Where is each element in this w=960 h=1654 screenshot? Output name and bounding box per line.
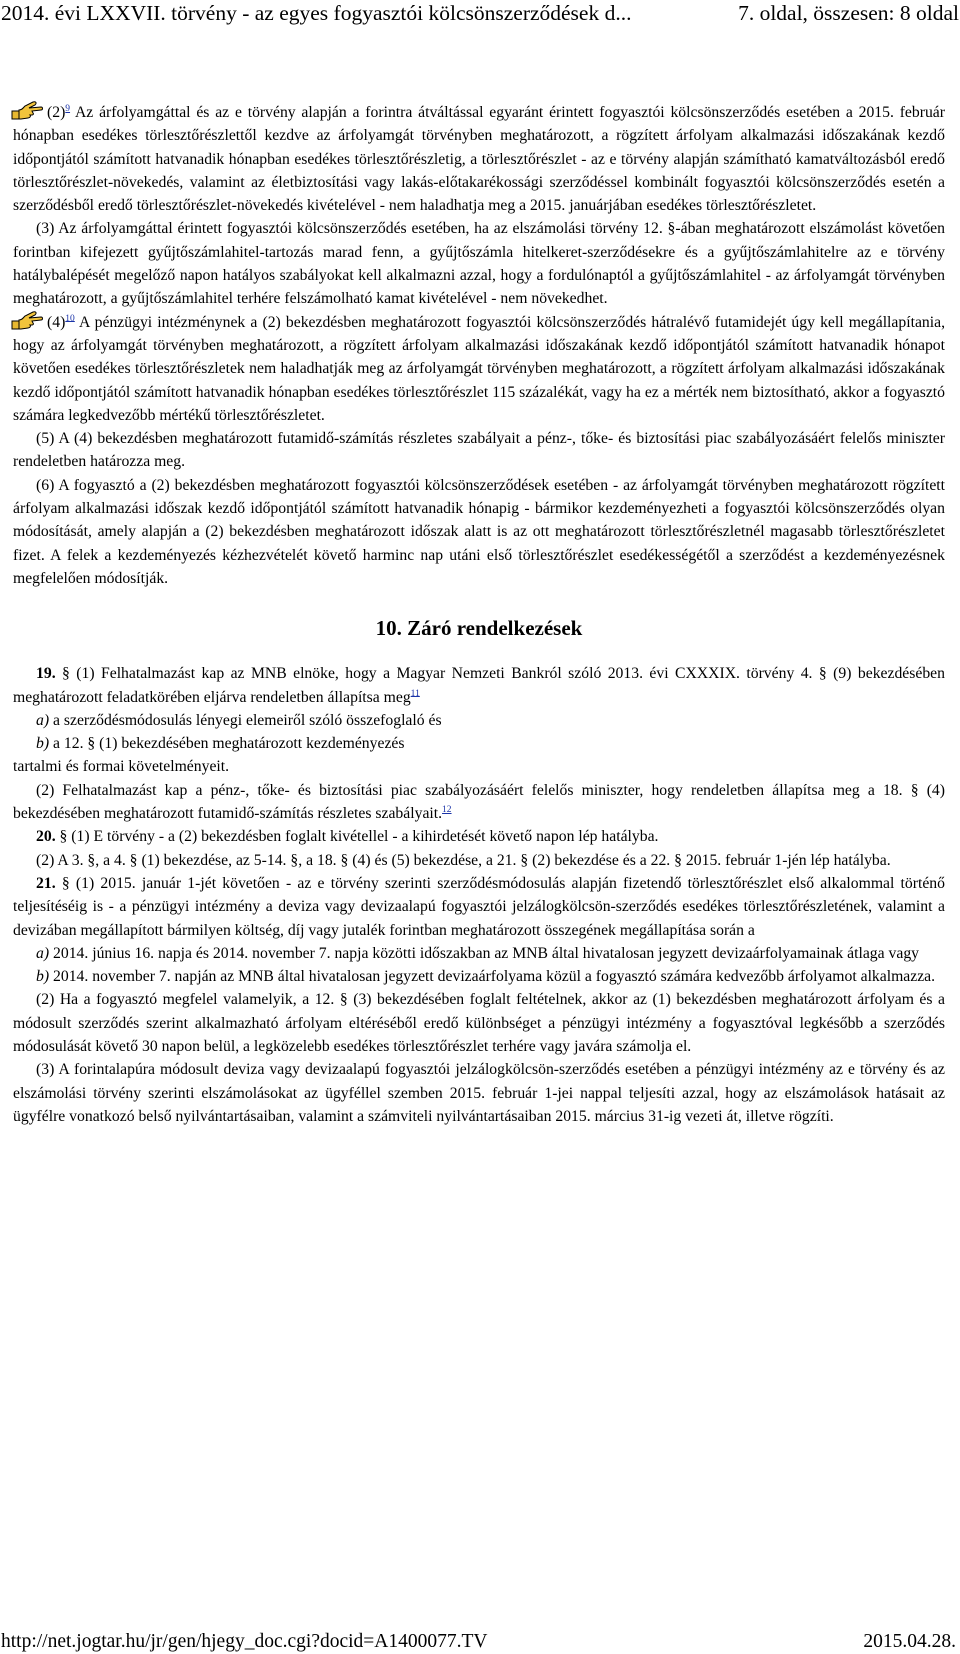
pointing-hand-icon[interactable] (11, 311, 44, 331)
paragraph-2 (13, 101, 945, 217)
paragraph-4 (13, 311, 945, 427)
section-21-paragraph-3: (3) A forintalapúra módosult deviza vagy devizaalapú fogyasztói jelzálogkölcsön-szerződés esetében a pénzügyi intézmény az e törvény és az elszámolási törvény szerinti elszámolásokat az ügyféllel szemben 2015. február 1-jei nappal teljesíti azzal, hogy az elszámolások hatásait az ügyfélre vonatkozó belső nyilvántartásaiban, valamint a számviteli nyilvántartásaiban 2015. március 31-ig vezeti át, illetve rögzíti. (13, 1061, 945, 1125)
section-heading: 10. Záró rendelkezések (375, 616, 583, 641)
section-21-number: 21. (36, 874, 56, 892)
section-19-text: § (1) Felhatalmazást kap az MNB elnöke, hogy a Magyar Nemzeti Bankról szóló 2013. évi CXXXIX. törvény 4. § (9) bekezdésében meghatározott feladatkörében eljárva rendeletben állapítsa meg (13, 665, 945, 706)
header-page-info: 7. oldal, összesen: 8 oldal (738, 1, 959, 25)
point-a-label: a) (36, 711, 50, 729)
pointing-hand-icon[interactable] (11, 101, 44, 121)
section-19-paragraph-2 (13, 779, 945, 826)
paragraph-4-number: (4) (47, 313, 66, 331)
section-21-point-b (13, 965, 945, 988)
point-a-text: 2014. június 16. napja és 2014. november 7. napja közötti időszakban az MNB által hivatalosan jegyzett devizaárfolyamainak átlaga vagy (49, 944, 920, 962)
section-20-paragraph-2: (2) A 3. §, a 4. § (1) bekezdése, az 5-14. §, a 18. § (4) és (5) bekezdése, a 21. § (2) bekezdése és a 22. § 2015. február 1-jén lép hatályba. (36, 851, 891, 869)
page-footer (0, 1630, 960, 1654)
section-19-paragraph-2-text: (2) Felhatalmazást kap a pénz-, tőke- és biztosítási piac szabályozásáért felelős miniszter, hogy rendeletben állapítsa meg a 18. § (4) bekezdésében meghatározott futamidő-számítás részletes szabályait. (13, 781, 945, 823)
footnote-link-11[interactable]: 11 (410, 688, 420, 699)
section-20-text: § (1) E törvény - a (2) bekezdésben foglalt kivétellel - a kihirdetését követő napon lép hatályba. (55, 828, 659, 846)
point-b-text: a 12. § (1) bekezdésében meghatározott kezdeményezés (49, 735, 405, 753)
section-19-point-b (13, 732, 945, 755)
section-19-paragraph-1 (13, 662, 945, 709)
footnote-link-12[interactable]: 12 (442, 804, 452, 815)
section-21-text: § (1) 2015. január 1-jét követően - az e törvény szerinti szerződésmódosulás alapján fizetendő törlesztőrészlet első alkalommal történő teljesítéséig is - a pénzügyi intézmény a deviza vagy devizaalapú fogyasztói jelzálogkölcsön-szerződés esedékes törlesztőrészletének, valamint a devizában megállapított bármilyen költség, díj vagy jutalék forintban meghatározott összegének megállapítása során a (13, 874, 945, 939)
footer-url[interactable]: http://net.jogtar.hu/jr/gen/hjegy_doc.cgi?docid=A1400077.TV (1, 1631, 488, 1652)
document-body (13, 101, 945, 1128)
page-header (0, 0, 960, 34)
point-b-label: b) (36, 968, 50, 986)
point-a-label: a) (36, 944, 50, 962)
footer-date: 2015.04.28. (863, 1631, 956, 1652)
point-a-text: a szerződésmódosulás lényegi elemeiről szóló összefoglaló és (49, 711, 442, 729)
point-b-label: b) (36, 735, 50, 753)
section-19-tail: tartalmi és formai követelményeit. (13, 758, 230, 776)
paragraph-2-text: Az árfolyamgáttal és az e törvény alapján a forintra átváltással egyaránt érintett fogyasztói kölcsönszerződés esetében a 2015. február hónapban esedékes törlesztőrészlettől kezdve az árfolyamgát törvényben meghatározott, a rögzített árfolyam alkalmazási időszakának kezdő időpontjától számított hatvanadik hónapban esedékes törlesztőrészletig, a törlesztőrészlet - az e törvény alapján számítható kamatváltozásból eredő törlesztőrészlet-növekedés, valamint az életbiztosítási vagy lakás-előtakarékossági szerződéssel kombinált fogyasztói kölcsönszerződés esetén a szerződésből eredő törlesztőrészlet-növekedés kivételével - nem haladhatja meg a 2015. januárjában esedékes törlesztőrészletet. (13, 104, 945, 215)
footnote-link-10[interactable]: 10 (65, 313, 75, 324)
section-21-paragraph-1 (13, 872, 945, 942)
paragraph-5: (5) A (4) bekezdésben meghatározott futamidő-számítás részletes szabályait a pénz-, tőke- és biztosítási piac szabályozásáért felelős miniszter rendeletben határozza meg. (13, 430, 945, 471)
point-b-text: 2014. november 7. napján az MNB által hivatalosan jegyzett devizaárfolyama közül a fogyasztó számára kedvezőbb árfolyamot alkalmazza. (49, 968, 936, 986)
paragraph-4-text: A pénzügyi intézménynek a (2) bekezdésben meghatározott fogyasztói kölcsönszerződés hátralévő futamidejét úgy kell megállapítania, hogy az árfolyamgát törvényben meghatározott, a rögzített árfolyam alkalmazási időszakának kezdő időpontjától számított hatvanadik hónapot követően esedékes törlesztőrészletek nem haladhatják meg az árfolyamgát törvényben meghatározott, a rögzített árfolyam alkalmazási időszakának kezdő időpontjától számított hatvanadik hónapban esedékes törlesztőrészlet 115 százalékát, vagy ha ez a mérték nem biztosítható, akkor a fogyasztó számára legkedvezőbb mértékű törlesztőrészletet. (13, 313, 945, 424)
footnote-link-9[interactable]: 9 (65, 103, 71, 114)
section-20-paragraph-1 (13, 825, 945, 848)
paragraph-3: (3) Az árfolyamgáttal érintett fogyasztói kölcsönszerződés esetében, ha az elszámolási törvény 12. §-ában meghatározott elszámolást követően forintban kifejezett gyűjtőszámlahitel-tartozás marad fenn, a gyűjtőszámla hitelkeret-szerződésekre és a gyűjtőszámlahitelre az e törvény hatálybalépését megelőző napon hatályos szabályokat kell alkalmazni azzal, hogy a fordulónaptól a gyűjtőszámlahitel - az árfolyamgát törvényben meghatározott, a gyűjtőszámlahitel terhére felszámolható kamat kivételével - nem növekedhet. (13, 220, 945, 308)
section-19-point-a (13, 709, 945, 732)
section-21-point-a (13, 942, 945, 965)
section-21-paragraph-2: (2) Ha a fogyasztó megfelel valamelyik, a 12. § (3) bekezdésében foglalt feltételnek, akkor az (1) bekezdésben meghatározott árfolyam és a módosult szerződés szerint alkalmazható árfolyam eltéréséből eredő különbséget a pénzügyi intézmény a fogyasztóval legkésőbb a szerződés módosulását követő 30 napon belül, a legközelebb esedékes törlesztőrészlet terhére vagy javára számolja el. (13, 991, 945, 1055)
paragraph-2-number: (2) (47, 104, 66, 121)
header-document-title: 2014. évi LXXVII. törvény - az egyes fogyasztói kölcsönszerződések d... (1, 1, 632, 25)
paragraph-6: (6) A fogyasztó a (2) bekezdésben meghatározott fogyasztói kölcsönszerződések esetében - az árfolyamgát törvényben meghatározott rögzített árfolyam alkalmazási időszak kezdő időpontjától számított hatvanadik hónapig - bármikor kezdeményezheti a fogyasztói kölcsönszerződés olyan módosítását, amely alapján a (2) bekezdésben meghatározott időszak alatt is az ott meghatározott törlesztőrészletnél magasabb törlesztőrészletet fizet. A felek a kezdeményezés kézhezvételét követő harminc nap utáni első törlesztőrészlet esedékességétől a szerződést a kezdeményezésnek megfelelően módosítják. (13, 476, 945, 587)
section-19-number: 19. (36, 665, 56, 683)
section-20-number: 20. (36, 828, 56, 846)
